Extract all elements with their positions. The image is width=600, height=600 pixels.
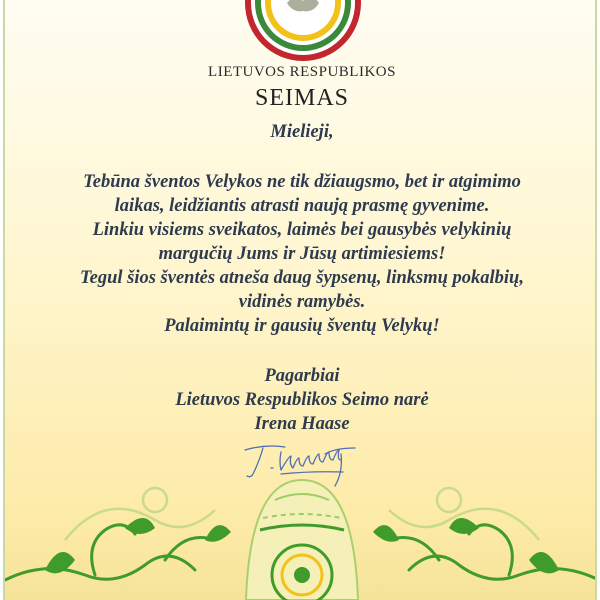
greeting: Mielieji, [270,122,334,142]
signer-name: Irena Haase [254,414,350,434]
org-line-1: LIETUVOS RESPUBLIKOS [208,64,396,80]
body-line-7: Palaimintų ir gausių šventų Velykų! [164,316,440,336]
body-line-2: laikas, leidžiantis atrasti naują prasmę gyvenime. [114,196,490,216]
body-line-4: margučių Jums ir Jūsų artimiesiems! [158,244,446,264]
signer-title: Lietuvos Respublikos Seimo narė [175,390,429,410]
seimas-emblem-icon [243,0,363,63]
closing: Pagarbiai [264,366,340,386]
body-line-3: Linkiu visiems sveikatos, laimės bei gausybės velykinių [92,220,512,240]
org-line-2: SEIMAS [254,85,350,111]
easter-ornament-decoration [5,470,597,600]
body-line-5: Tegul šios šventės atneša daug šypsenų, linksmų pokalbių, [80,268,524,288]
body-line-6: vidinės ramybės. [238,292,366,312]
body-line-1: Tebūna šventos Velykos ne tik džiaugsmo, bet ir atgimimo [83,172,521,192]
greeting-card [3,0,597,600]
